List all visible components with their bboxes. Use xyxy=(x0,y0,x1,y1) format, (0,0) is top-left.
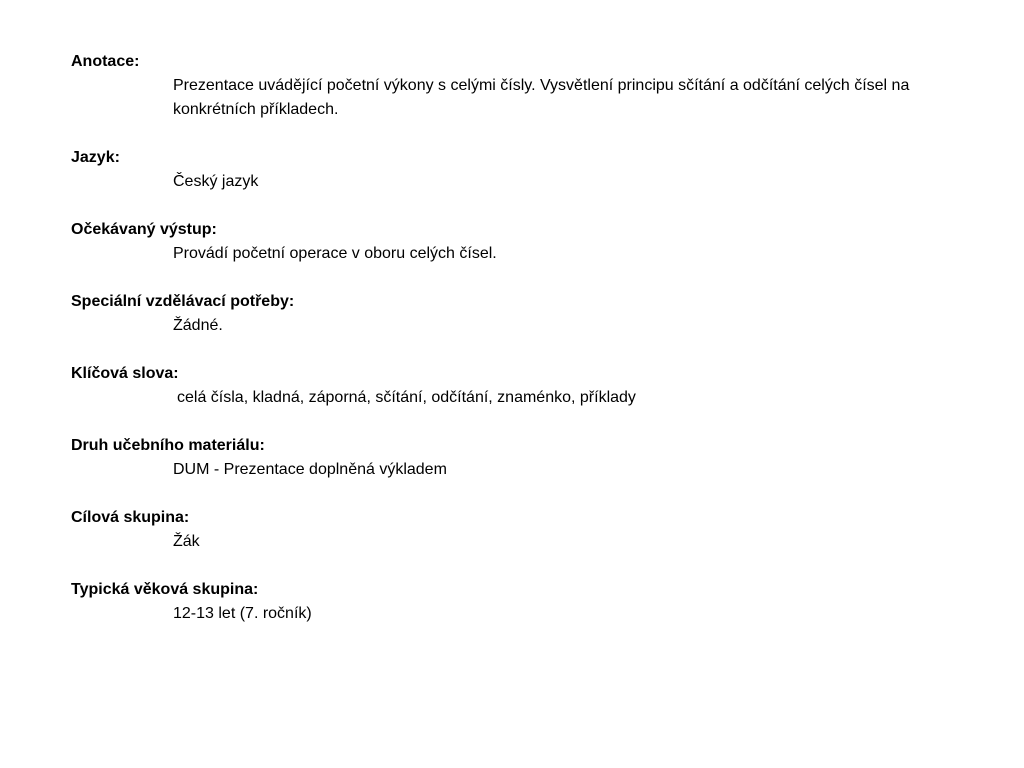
section-age-group xyxy=(71,578,991,626)
section-value: celá čísla, kladná, záporná, sčítání, odčítání, znaménko, příklady xyxy=(177,389,636,406)
section-label: Jazyk: xyxy=(71,149,120,166)
section-value: 12-13 let (7. ročník) xyxy=(173,605,312,622)
section-expected-output xyxy=(71,218,991,266)
section-value: DUM - Prezentace doplněná výkladem xyxy=(173,461,447,478)
metadata-list xyxy=(71,50,991,650)
section-value: Žák xyxy=(173,533,200,550)
section-target-group xyxy=(71,506,991,554)
section-language xyxy=(71,146,991,194)
section-label: Typická věková skupina: xyxy=(71,581,259,598)
section-label: Očekávaný výstup: xyxy=(71,221,217,238)
section-keywords xyxy=(71,362,991,410)
section-value: Český jazyk xyxy=(173,173,259,190)
section-label: Druh učebního materiálu: xyxy=(71,437,265,454)
section-label: Anotace: xyxy=(71,53,140,70)
section-label: Klíčová slova: xyxy=(71,365,179,382)
section-annotation xyxy=(71,50,991,122)
section-label: Cílová skupina: xyxy=(71,509,190,526)
section-value: Žádné. xyxy=(173,317,223,334)
section-value: Prezentace uvádějící početní výkony s celými čísly. Vysvětlení principu sčítání a odčítání celých čísel na konkrétních příkladech. xyxy=(173,77,910,118)
section-material-type xyxy=(71,434,991,482)
section-value: Provádí početní operace v oboru celých čísel. xyxy=(173,245,497,262)
section-label: Speciální vzdělávací potřeby: xyxy=(71,293,295,310)
section-special-needs xyxy=(71,290,991,338)
